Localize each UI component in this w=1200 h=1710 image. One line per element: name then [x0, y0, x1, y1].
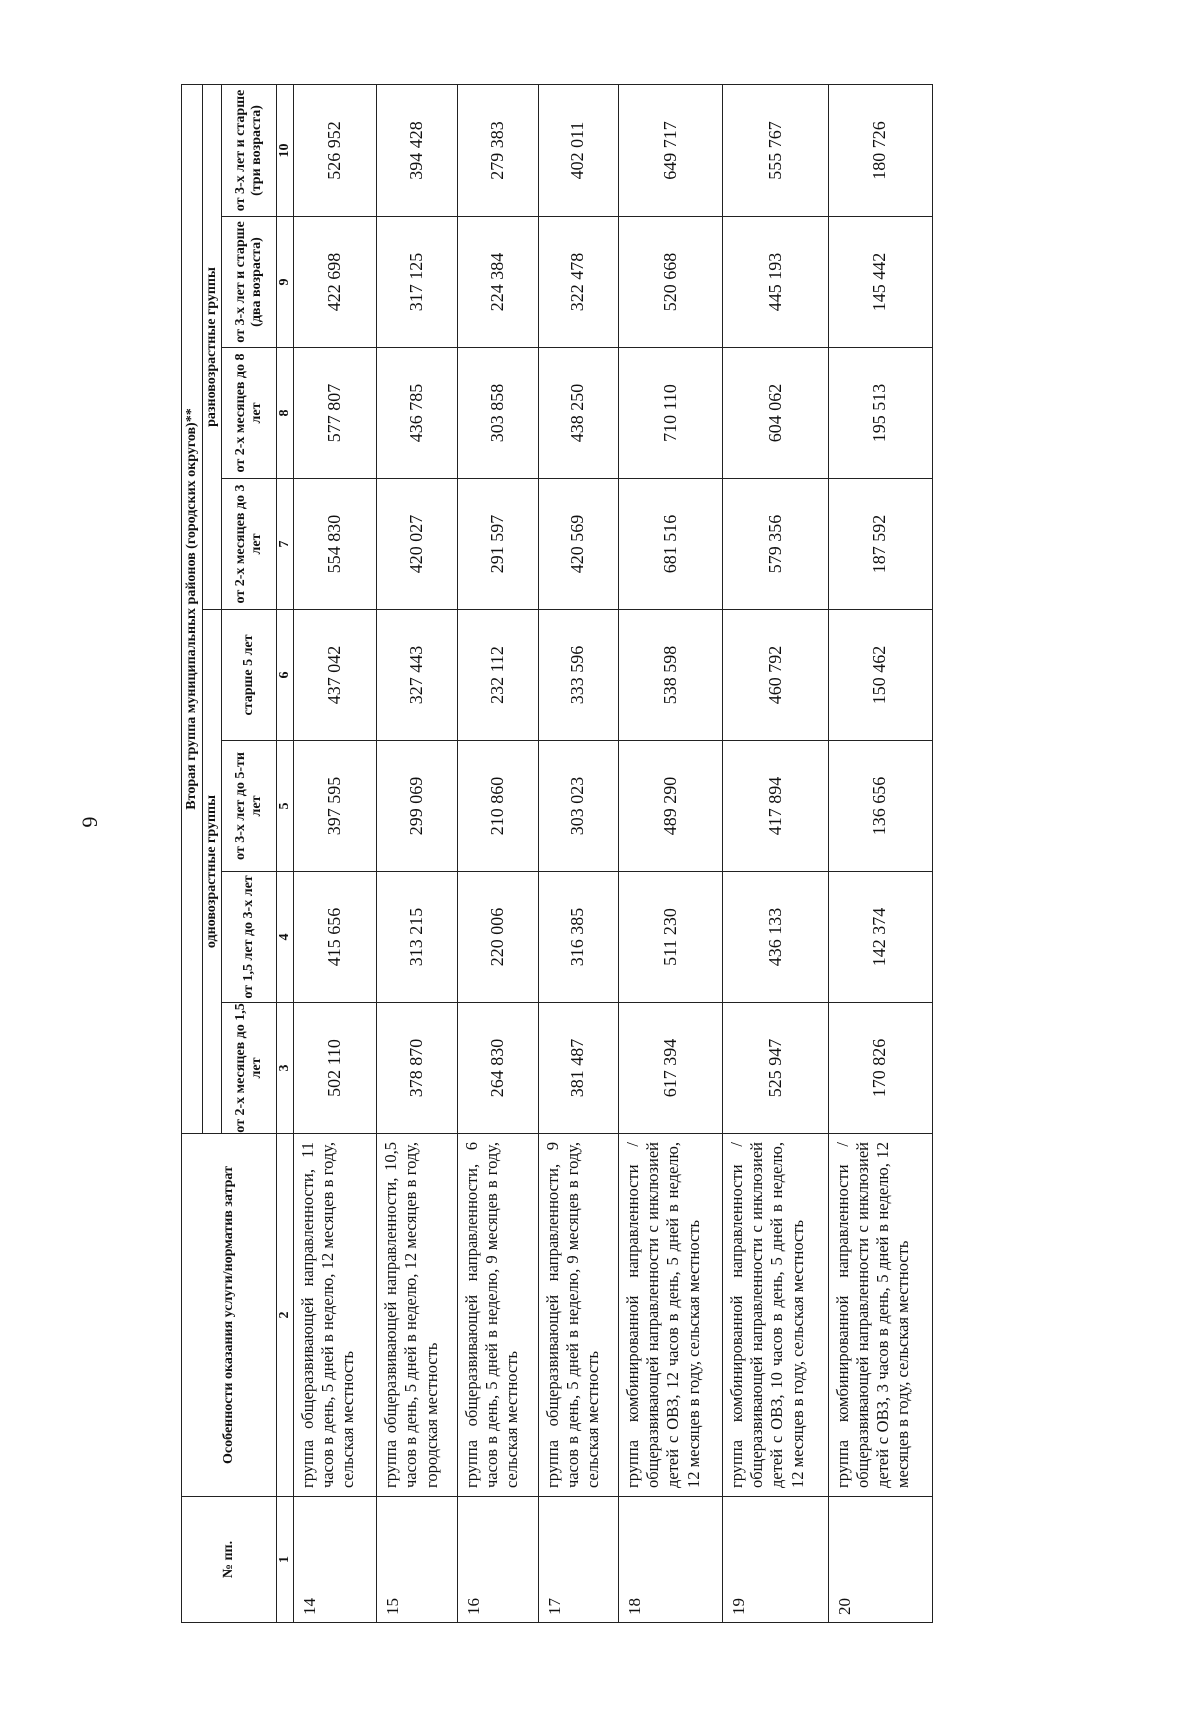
column-index: 3	[277, 1003, 294, 1134]
cost-value-cell: 420 569	[538, 479, 619, 610]
table-row	[619, 84, 723, 1622]
cost-value-cell: 422 698	[293, 217, 377, 348]
column-index: 2	[277, 1134, 294, 1497]
cost-value-cell: 445 193	[723, 217, 829, 348]
header-sub-col: от 2-х месяцев до 1,5 лет	[222, 1003, 277, 1134]
header-sub-col: от 3-х лет до 5-ти лет	[222, 741, 277, 872]
cost-value-cell: 317 125	[377, 217, 458, 348]
row-description: группа общеразвивающей направленности, 11 часов в день, 5 дней в неделю, 12 месяцев в году, сельская местность	[293, 1134, 377, 1497]
header-sub-col: старше 5 лет	[222, 610, 277, 741]
cost-value-cell: 617 394	[619, 1003, 723, 1134]
cost-value-cell: 538 598	[619, 610, 723, 741]
cost-value-cell: 327 443	[377, 610, 458, 741]
row-number: 19	[723, 1497, 829, 1623]
column-index: 1	[277, 1497, 294, 1623]
cost-value-cell: 303 858	[457, 348, 538, 479]
cost-value-cell: 417 894	[723, 741, 829, 872]
cost-value-cell: 710 110	[619, 348, 723, 479]
cost-value-cell: 438 250	[538, 348, 619, 479]
header-col-number: № пп.	[182, 1497, 277, 1623]
table-body	[293, 84, 932, 1622]
row-description: группа общеразвивающей направленности, 9 часов в день, 5 дней в неделю, 9 месяцев в году, сельская местность	[538, 1134, 619, 1497]
header-single-age-groups: одновозрастные группы	[203, 610, 222, 1134]
row-number: 14	[293, 1497, 377, 1623]
cost-value-cell: 378 870	[377, 1003, 458, 1134]
cost-value-cell: 436 785	[377, 348, 458, 479]
cost-value-cell: 402 011	[538, 84, 619, 216]
row-number: 17	[538, 1497, 619, 1623]
table-row	[723, 84, 829, 1622]
cost-value-cell: 303 023	[538, 741, 619, 872]
cost-value-cell: 210 860	[457, 741, 538, 872]
column-index: 4	[277, 872, 294, 1003]
cost-value-cell: 220 006	[457, 872, 538, 1003]
header-col-description: Особенности оказания услуги/норматив затрат	[182, 1134, 277, 1497]
row-description: группа общеразвивающей направленности, 10,5 часов в день, 5 дней в неделю, 12 месяцев в году, городская местность	[377, 1134, 458, 1497]
header-sub-col: от 3-х лет и старше (два возраста)	[222, 217, 277, 348]
cost-value-cell: 397 595	[293, 741, 377, 872]
column-index: 5	[277, 741, 294, 872]
cost-value-cell: 316 385	[538, 872, 619, 1003]
cost-value-cell: 489 290	[619, 741, 723, 872]
table-row	[828, 84, 932, 1622]
cost-value-cell: 555 767	[723, 84, 829, 216]
cost-value-cell: 502 110	[293, 1003, 377, 1134]
row-number: 16	[457, 1497, 538, 1623]
table-row	[377, 84, 458, 1622]
cost-value-cell: 232 112	[457, 610, 538, 741]
cost-value-cell: 170 826	[828, 1003, 932, 1134]
cost-value-cell: 145 442	[828, 217, 932, 348]
cost-value-cell: 436 133	[723, 872, 829, 1003]
cost-value-cell: 195 513	[828, 348, 932, 479]
cost-value-cell: 577 807	[293, 348, 377, 479]
cost-value-cell: 180 726	[828, 84, 932, 216]
cost-value-cell: 415 656	[293, 872, 377, 1003]
cost-value-cell: 136 656	[828, 741, 932, 872]
cost-value-cell: 322 478	[538, 217, 619, 348]
cost-value-cell: 264 830	[457, 1003, 538, 1134]
row-number: 15	[377, 1497, 458, 1623]
column-index: 9	[277, 217, 294, 348]
row-description: группа комбинированной направленности / общеразвивающей направленности с инклюзией детей с ОВЗ, 3 часов в день, 5 дней в неделю, 12 месяцев в году, сельская местность	[828, 1134, 932, 1497]
cost-value-cell: 604 062	[723, 348, 829, 479]
row-description: группа комбинированной направленности / общеразвивающей направленности с инклюзией детей с ОВЗ, 10 часов в день, 5 дней в неделю, 12 месяцев в году, сельская местность	[723, 1134, 829, 1497]
header-sub-col: от 2-х месяцев до 3 лет	[222, 479, 277, 610]
cost-value-cell: 187 592	[828, 479, 932, 610]
cost-value-cell: 460 792	[723, 610, 829, 741]
column-index: 8	[277, 348, 294, 479]
cost-value-cell: 649 717	[619, 84, 723, 216]
page-number: 6	[77, 816, 103, 828]
header-mixed-age-groups: разновозрастные группы	[203, 84, 222, 609]
cost-value-cell: 554 830	[293, 479, 377, 610]
cost-value-cell: 381 487	[538, 1003, 619, 1134]
row-description: группа общеразвивающей направленности, 6 часов в день, 5 дней в неделю, 9 месяцев в году, сельская местность	[457, 1134, 538, 1497]
column-index: 7	[277, 479, 294, 610]
cost-norms-table	[181, 84, 933, 1623]
column-index: 6	[277, 610, 294, 741]
cost-value-cell: 511 230	[619, 872, 723, 1003]
row-description: группа комбинированной направленности / общеразвивающей направленности с инклюзией детей с ОВЗ, 12 часов в день, 5 дней в неделю, 12 месяцев в году, сельская местность	[619, 1134, 723, 1497]
row-number: 18	[619, 1497, 723, 1623]
cost-value-cell: 150 462	[828, 610, 932, 741]
cost-value-cell: 394 428	[377, 84, 458, 216]
header-sub-col: от 3-х лет и старше (три возраста)	[222, 84, 277, 216]
table-row	[538, 84, 619, 1622]
table-row	[293, 84, 377, 1622]
header-group-title: Вторая группа муниципальных районов (городских округов)**	[182, 84, 203, 1133]
cost-value-cell: 313 215	[377, 872, 458, 1003]
header-sub-col: от 2-х месяцев до 8 лет	[222, 348, 277, 479]
cost-value-cell: 279 383	[457, 84, 538, 216]
cost-value-cell: 333 596	[538, 610, 619, 741]
cost-value-cell: 299 069	[377, 741, 458, 872]
cost-value-cell: 291 597	[457, 479, 538, 610]
header-sub-col: от 1,5 лет до 3-х лет	[222, 872, 277, 1003]
cost-value-cell: 420 027	[377, 479, 458, 610]
cost-value-cell: 525 947	[723, 1003, 829, 1134]
cost-value-cell: 224 384	[457, 217, 538, 348]
cost-value-cell: 681 516	[619, 479, 723, 610]
cost-value-cell: 520 668	[619, 217, 723, 348]
cost-value-cell: 142 374	[828, 872, 932, 1003]
rotated-table-container	[181, 85, 933, 1623]
column-index: 10	[277, 84, 294, 216]
table-row	[457, 84, 538, 1622]
row-number: 20	[828, 1497, 932, 1623]
cost-value-cell: 526 952	[293, 84, 377, 216]
cost-value-cell: 579 356	[723, 479, 829, 610]
cost-value-cell: 437 042	[293, 610, 377, 741]
